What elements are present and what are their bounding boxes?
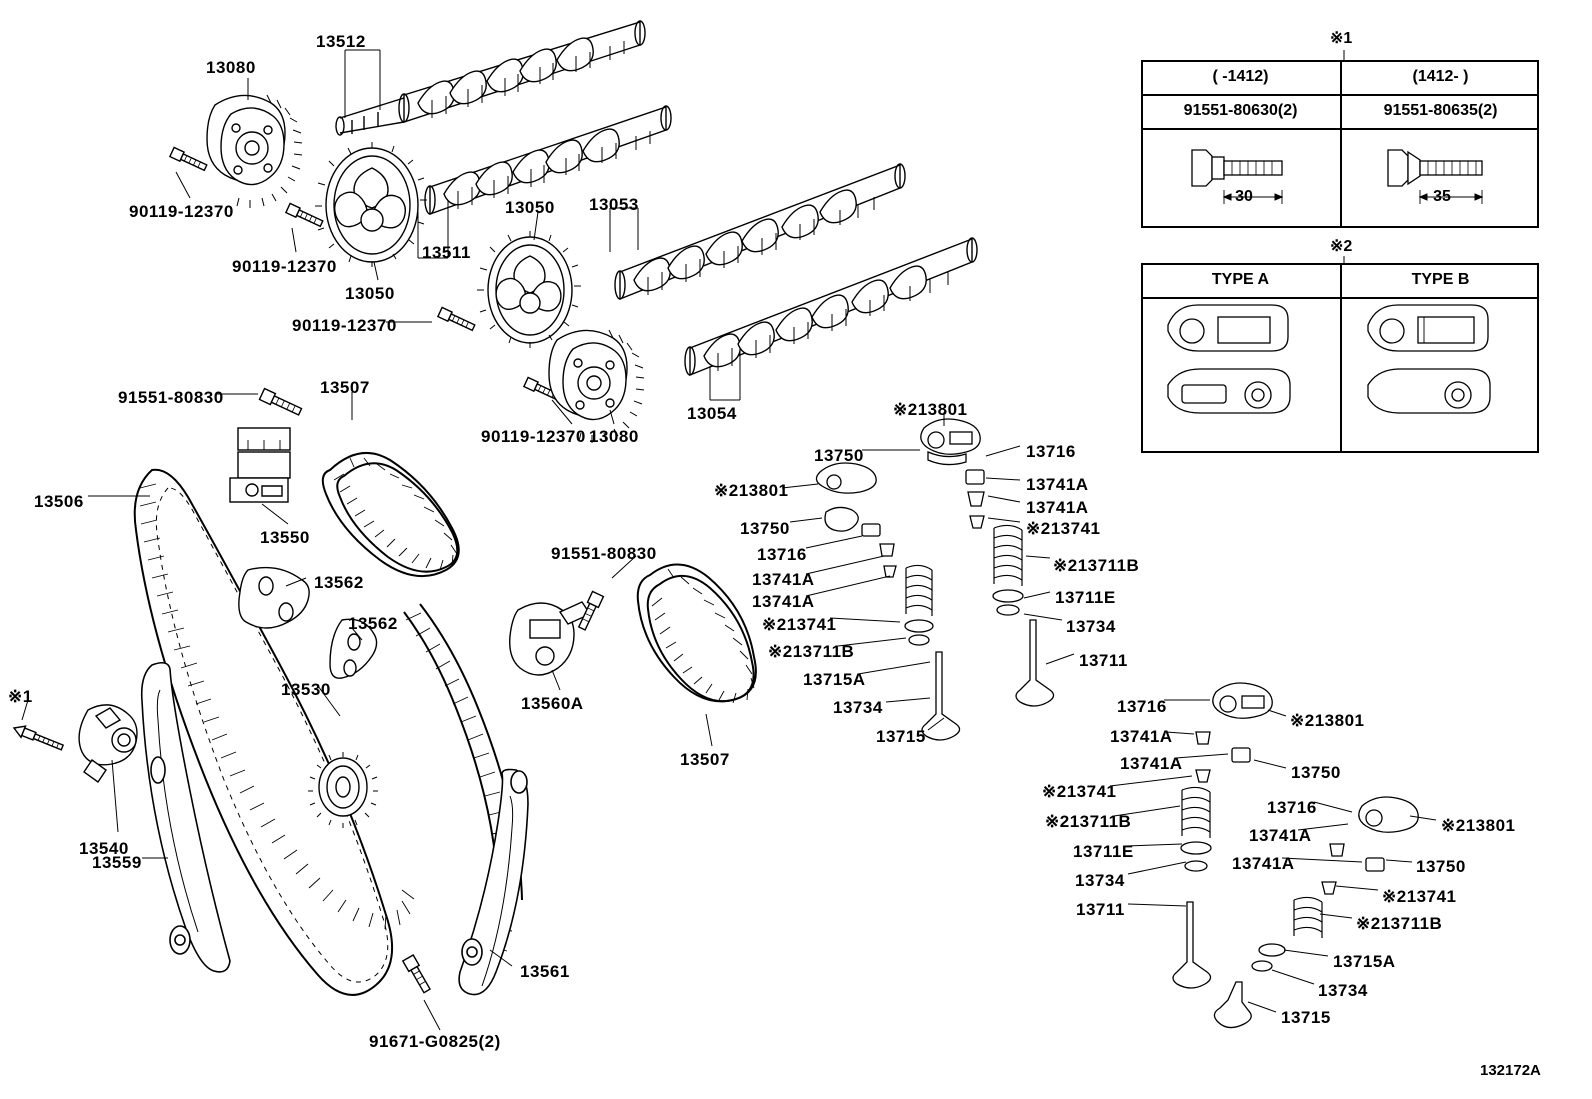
- part-label-91671: 91671-G0825(2): [369, 1032, 501, 1051]
- part-label-13715-a: 13715: [876, 727, 926, 746]
- part-label-13711E-a: 13711E: [1055, 588, 1116, 607]
- part-label-13540: 13540: [79, 839, 129, 858]
- part-label-13054: 13054: [687, 404, 737, 423]
- part-label-213741-b: ※213741: [762, 615, 837, 634]
- part-label-13734-c: 13734: [1075, 871, 1125, 890]
- part-label-13716-b: 13716: [757, 545, 807, 564]
- part-label-91551-80830-a: 91551-80830: [118, 388, 224, 407]
- part-label-13741A-c: 13741A: [752, 570, 815, 589]
- note-2-marker: ※2: [1330, 238, 1353, 255]
- part-label-13050-b: 13050: [505, 198, 555, 217]
- part-label-13550: 13550: [260, 528, 310, 547]
- part-label-13734-b: 13734: [833, 698, 883, 717]
- figure-code: 132172A: [1480, 1062, 1541, 1079]
- part-label-13750-a: 13750: [814, 446, 864, 465]
- part-label-90119-c: 90119-12370: [292, 316, 397, 335]
- note-1-dim-a: 30: [1235, 188, 1253, 205]
- note-1-marker: ※1: [1330, 30, 1353, 47]
- part-label-90119-d: 90119-12370: [481, 427, 586, 446]
- part-label-213741-a: ※213741: [1026, 519, 1101, 538]
- note-1-col-a-header: ( -1412): [1212, 68, 1269, 85]
- part-label-13715A-b: 13715A: [1333, 952, 1396, 971]
- part-label-13559: 13559: [92, 853, 142, 872]
- part-label-13561: 13561: [520, 962, 570, 981]
- note-2-col-b-header: TYPE B: [1411, 271, 1470, 288]
- part-label-13715A-a: 13715A: [803, 670, 866, 689]
- part-label-13716-c: 13716: [1117, 697, 1167, 716]
- part-label-13511: 13511: [422, 243, 471, 262]
- part-label-13716-d: 13716: [1267, 798, 1317, 817]
- part-label-13560A: 13560A: [521, 694, 584, 713]
- part-label-13741A-e: 13741A: [1110, 727, 1173, 746]
- part-label-13711E-b: 13711E: [1073, 842, 1134, 861]
- note-1-cell-a-part: 91551-80630(2): [1183, 102, 1298, 119]
- part-label-13741A-a: 13741A: [1026, 475, 1089, 494]
- part-label-213711B-c: ※213711B: [1045, 812, 1132, 831]
- part-label-13741A-b: 13741A: [1026, 498, 1089, 517]
- part-label-213711B-a: ※213711B: [1053, 556, 1140, 575]
- part-label-13715-b: 13715: [1281, 1008, 1331, 1027]
- part-label-13562-a: 13562: [314, 573, 364, 592]
- part-label-213711B-d: ※213711B: [1356, 914, 1443, 933]
- part-label-13741A-g: 13741A: [1249, 826, 1312, 845]
- part-label-90119-b: 90119-12370: [232, 257, 337, 276]
- part-label-13512: 13512: [316, 32, 366, 51]
- note-2-col-a-header: TYPE A: [1211, 271, 1270, 288]
- part-label-213801-c: ※213801: [1290, 711, 1365, 730]
- part-label-13741A-d: 13741A: [752, 592, 815, 611]
- part-label-91551-80830-b: 91551-80830: [551, 544, 657, 563]
- part-label-13750-c: 13750: [1291, 763, 1341, 782]
- part-label-13741A-f: 13741A: [1120, 754, 1183, 773]
- part-label-13711-a: 13711: [1079, 651, 1128, 670]
- part-label-13734-d: 13734: [1318, 981, 1368, 1000]
- part-label-213711B-b: ※213711B: [768, 642, 855, 661]
- part-label-213741-d: ※213741: [1382, 887, 1457, 906]
- part-label-13050-a: 13050: [345, 284, 395, 303]
- part-label-13506: 13506: [34, 492, 84, 511]
- part-label-13562-b: 13562: [348, 614, 398, 633]
- part-label-note1-left: ※1: [8, 687, 33, 706]
- part-label-213801-b: ※213801: [714, 481, 789, 500]
- part-label-13053: 13053: [589, 195, 639, 214]
- part-label-13750-d: 13750: [1416, 857, 1466, 876]
- part-label-13750-b: 13750: [740, 519, 790, 538]
- note-1-cell-b-part: 91551-80635(2): [1383, 102, 1498, 119]
- part-label-13711-b: 13711: [1076, 900, 1125, 919]
- part-label-13507-b: 13507: [680, 750, 730, 769]
- part-label-90119-a: 90119-12370: [129, 202, 234, 221]
- part-label-13080-top: 13080: [206, 58, 256, 77]
- part-label-13507-a: 13507: [320, 378, 370, 397]
- part-label-13530: 13530: [281, 680, 331, 699]
- part-label-213741-c: ※213741: [1042, 782, 1117, 801]
- part-label-213801-d: ※213801: [1441, 816, 1516, 835]
- part-label-13741A-h: 13741A: [1232, 854, 1295, 873]
- part-label-13734-a: 13734: [1066, 617, 1116, 636]
- part-label-213801-a: ※213801: [893, 400, 968, 419]
- note-1-col-b-header: (1412- ): [1412, 68, 1469, 85]
- part-label-13716-a: 13716: [1026, 442, 1076, 461]
- part-label-13080-bot: 13080: [589, 427, 639, 446]
- note-1-dim-b: 35: [1433, 188, 1451, 205]
